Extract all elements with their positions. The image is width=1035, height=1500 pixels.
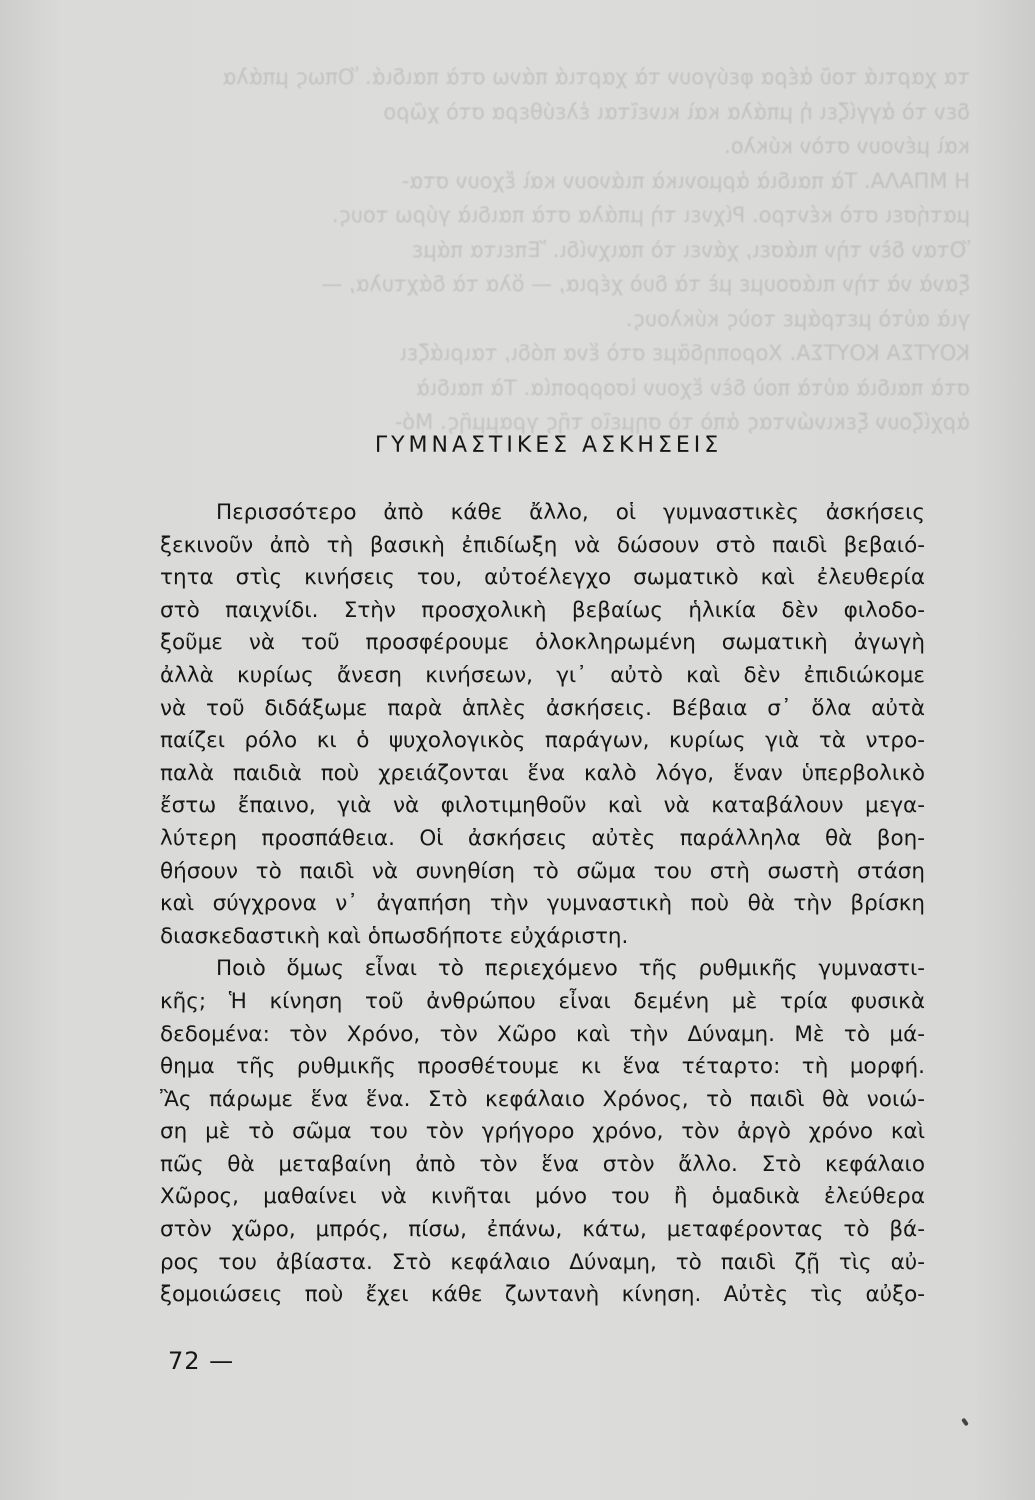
body-text [160, 497, 925, 1312]
bleed-line: γιὰ αὐτὸ μετράμε τοὺς κύκλους. [625, 306, 970, 331]
bleed-line: ματήσει στὸ κέντρο. Ρίχνει τὴ μπάλα στὰ παιδιὰ γύρω τους. [331, 203, 970, 227]
bleed-line: Ὅταν δὲν τὴν πιάσει, χάνει τὸ παιχνίδι. Ἔπειτα πάμε [411, 237, 970, 262]
text-line: Ἂς πάρωμε ἕνα ἕνα. Στὸ κεφάλαιο Χρόνος, τὸ παιδὶ θὰ νοιώ- [160, 1086, 925, 1112]
text-line: παλὰ παιδιὰ ποὺ χρειάζονται ἕνα καλὸ λόγο, ἕναν ὑπερβολικὸ [160, 760, 925, 786]
bleed-line: ἀρχίζουν ξεκινώντας ἀπὸ τὸ σημεῖο τῆς γραμμῆς. Μό- [394, 410, 970, 434]
paragraph-1 [160, 497, 925, 953]
paragraph-2 [160, 953, 925, 1312]
text-line: πῶς θὰ μεταβαίνη ἀπὸ τὸν ἕνα στὸν ἄλλο. Στὸ κεφάλαιο [160, 1151, 925, 1177]
bleed-line: δεν τὸ ἀγγίζει ἡ μπάλα καὶ κινεῖται ἐλεύθερα στὸ χῶρο [383, 99, 970, 124]
text-line: ρος του ἀβίαστα. Στὸ κεφάλαιο Δύναμη, τὸ παιδὶ ζῇ τὶς αὐ- [160, 1249, 925, 1275]
text-line: κῆς; Ἡ κίνηση τοῦ ἀνθρώπου εἶναι δεμένη μὲ τρία φυσικὰ [160, 988, 925, 1014]
ink-speck [961, 1418, 969, 1427]
text-line: Ποιὸ ὅμως εἶναι τὸ περιεχόμενο τῆς ρυθμικῆς γυμναστι- [216, 956, 925, 982]
text-line: ξεκινοῦν ἀπὸ τὴ βασικὴ ἐπιδίωξη νὰ δώσουν στὸ παιδὶ βεβαιό- [160, 532, 925, 558]
bleed-line: ξανὰ νὰ τὴν πιάσουμε μὲ τὰ δυὸ χέρια, — ὅλα τὰ δάχτυλα, — [321, 272, 970, 296]
bleed-line: στὰ παιδιὰ αὐτὰ ποὺ δὲν ἔχουν ἰσορροπία. Τὰ παιδιὰ [416, 375, 970, 400]
text-line: παίζει ρόλο κι ὁ ψυχολογικὸς παράγων, κυρίως γιὰ τὰ ντρο- [160, 728, 925, 754]
text-line: θημα τῆς ρυθμικῆς προσθέτουμε κι ἕνα τέταρτο: τὴ μορφή. [160, 1054, 925, 1080]
text-line: ξοῦμε νὰ τοῦ προσφέρουμε ὁλοκληρωμένη σωματικὴ ἀγωγὴ [160, 630, 925, 656]
text-line: στὸ παιχνίδι. Στὴν προσχολικὴ βεβαίως ἡλικία δὲν φιλοδο- [160, 597, 925, 623]
bleed-line: καὶ μένουν στὸν κύκλο. [724, 134, 970, 158]
text-line: καὶ σύγχρονα ν᾿ ἀγαπήση τὴν γυμναστικὴ ποὺ θὰ τὴν βρίσκη [160, 891, 925, 917]
text-line: Περισσότερο ἀπὸ κάθε ἄλλο, οἱ γυμναστικὲς ἀσκήσεις [216, 500, 925, 525]
text-line: στὸν χῶρο, μπρός, πίσω, ἐπάνω, κάτω, μεταφέροντας τὸ βά- [160, 1217, 925, 1243]
bleed-line: Η ΜΠΑΛΑ. Τὰ παιδιὰ ἀρμονικὰ πιάνουν καὶ ἔχουν στα- [401, 168, 970, 193]
bleed-through-text [130, 60, 970, 440]
section-title: ΓΥΜΝΑΣΤΙΚΕΣ ΑΣΚΗΣΕΙΣ [374, 433, 723, 458]
text-line: δεδομένα: τὸν Χρόνο, τὸν Χῶρο καὶ τὴν Δύναμη. Μὲ τὸ μά- [160, 1021, 925, 1047]
text-line: νὰ τοῦ διδάξωμε παρὰ ἁπλὲς ἀσκήσεις. Βέβαια σ᾿ ὅλα αὐτὰ [160, 695, 925, 721]
text-line: Χῶρος, μαθαίνει νὰ κινῆται μόνο του ἢ ὁμαδικὰ ἐλεύθερα [160, 1184, 925, 1210]
text-line: θήσουν τὸ παιδὶ νὰ συνηθίση τὸ σῶμα του στὴ σωστὴ στάση [160, 858, 925, 884]
text-line: ἀλλὰ κυρίως ἄνεση κινήσεων, γι᾿ αὐτὸ καὶ δὲν ἐπιδιώκομε [160, 662, 925, 688]
text-line: ἔστω ἔπαινο, γιὰ νὰ φιλοτιμηθοῦν καὶ νὰ καταβάλουν μεγα- [160, 793, 925, 819]
text-line: τητα στὶς κινήσεις του, αὐτοέλεγχο σωματικὸ καὶ ἐλευθερία [160, 565, 925, 591]
bleed-line: τα χαρτιά τοῦ ἀέρα φεύγουν τὰ χαρτιά πάνω στὰ παιδιά. Ὅπως μπάλα [222, 65, 970, 89]
page-number: 72 — [168, 1347, 235, 1375]
text-line: ση μὲ τὸ σῶμα του τὸν γρήγορο χρόνο, τὸν ἀργὸ χρόνο καὶ [160, 1119, 925, 1145]
text-line: διασκεδαστικὴ καὶ ὁπωσδήποτε εὐχάριστη. [160, 923, 629, 949]
text-line: ξομοιώσεις ποὺ ἔχει κάθε ζωντανὴ κίνηση. Αὐτὲς τὶς αὐξο- [160, 1282, 925, 1308]
text-line: λύτερη προσπάθεια. Οἱ ἀσκήσεις αὐτὲς παράλληλα θὰ βοη- [160, 825, 925, 851]
bleed-line: ΚΟΥΤΣΑ ΚΟΥΤΣΑ. Χοροπηδᾶμε στὸ ἕνα πόδι, ταιριάζει [399, 341, 970, 365]
